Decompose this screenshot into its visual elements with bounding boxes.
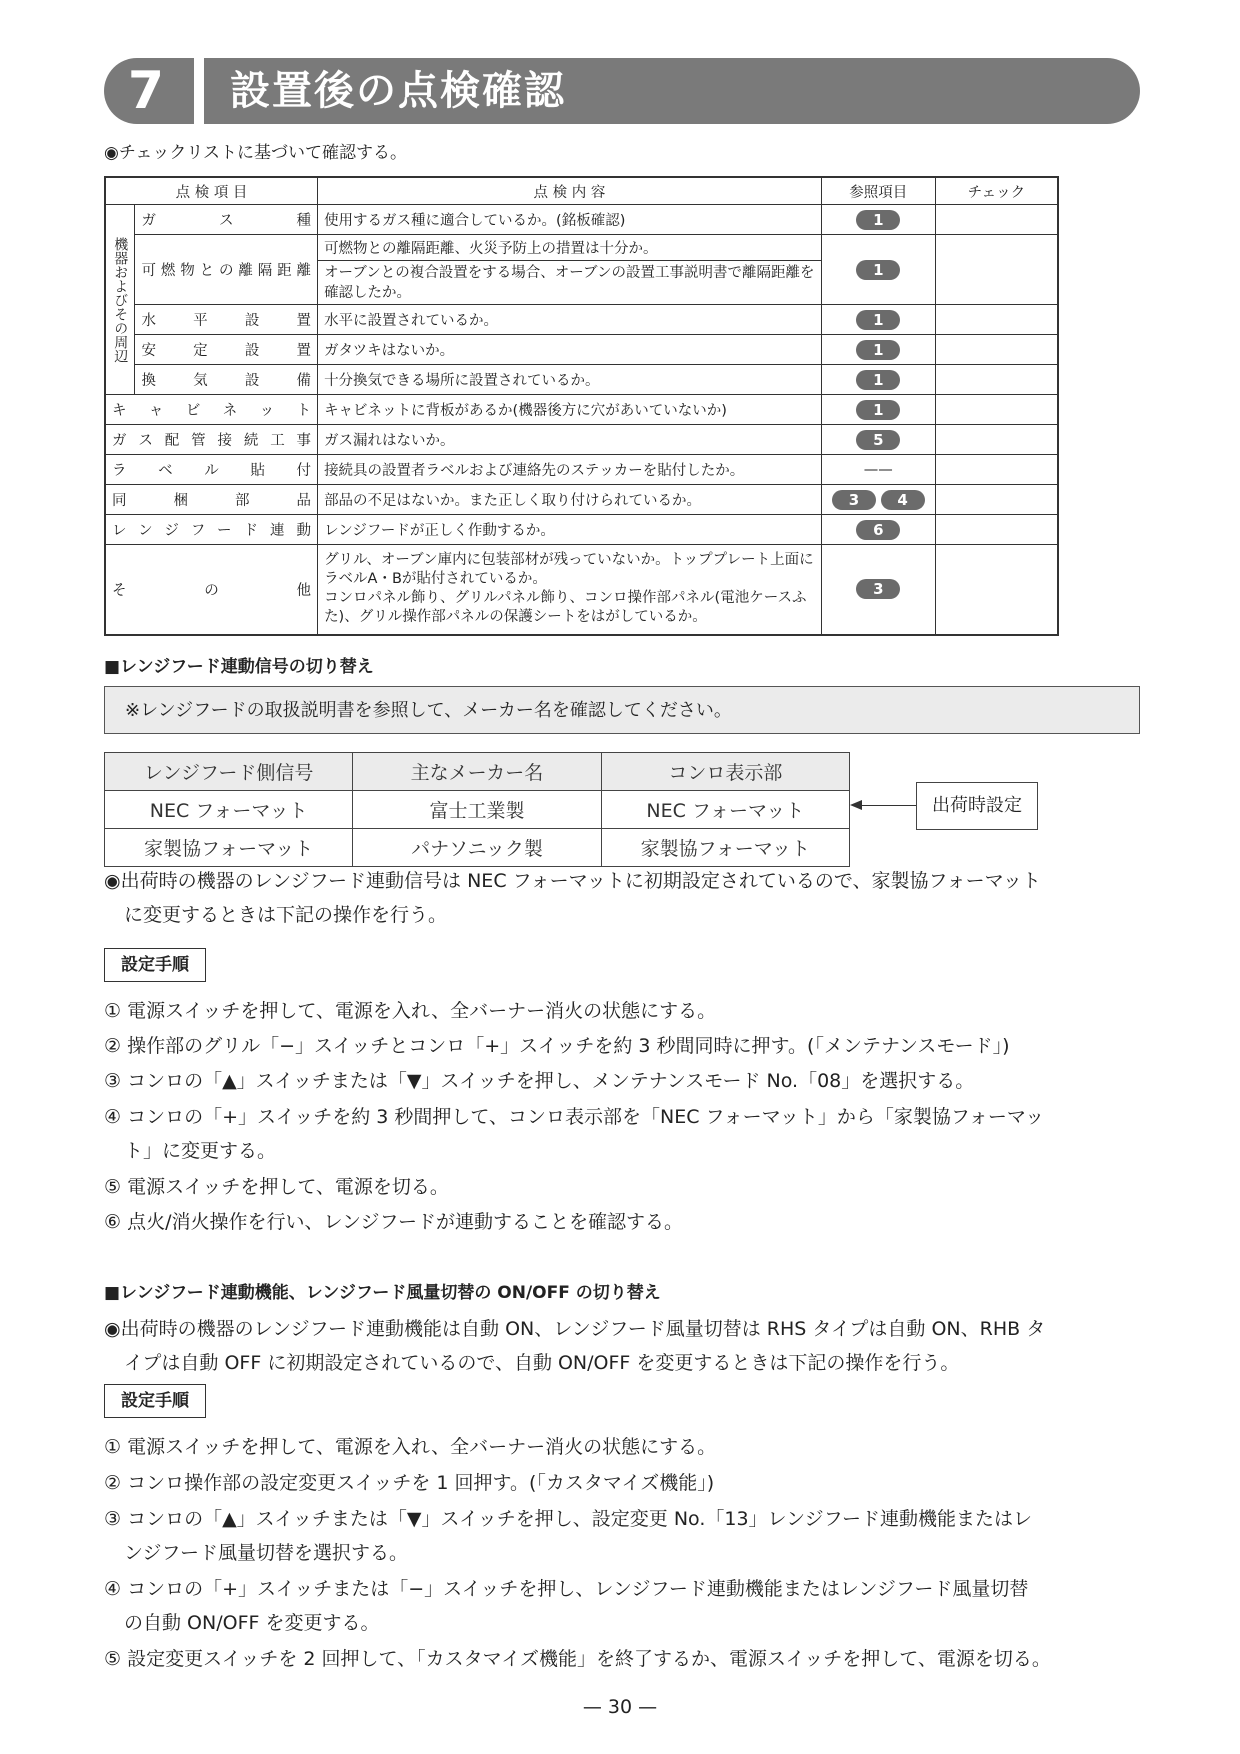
group-label: 機器およびその周辺 bbox=[105, 205, 135, 395]
item-content-2: オーブンとの複合設置をする場合、オーブンの設置工事説明書で離隔距離を確認したか。 bbox=[318, 261, 822, 305]
ref-badge: 5 bbox=[856, 430, 900, 450]
table-row bbox=[105, 365, 1058, 395]
item-label: ガス配管接続工事 bbox=[105, 425, 318, 455]
step-item: ④ コンロの「+」スイッチまたは「−」スイッチを押し、レンジフード連動機能またはレンジフード風量切替 bbox=[104, 1578, 1029, 1600]
table-row bbox=[105, 485, 1058, 515]
item-content: ガス漏れはないか。 bbox=[318, 425, 822, 455]
item-content: 可燃物との離隔距離、火災予防上の措置は十分か。 bbox=[318, 235, 822, 261]
signal-description bbox=[104, 864, 1144, 932]
step-item-cont: ンジフード風量切替を選択する。 bbox=[124, 1542, 408, 1564]
arrow-line bbox=[862, 805, 916, 806]
table-cell: NEC フォーマット bbox=[105, 791, 353, 829]
section-number: 7 bbox=[127, 61, 165, 121]
header-check: チェック bbox=[935, 177, 1058, 205]
item-label: ガス種 bbox=[135, 205, 318, 235]
ref-badge: 1 bbox=[856, 210, 900, 230]
section-header-divider bbox=[194, 58, 204, 124]
signal-note: ※レンジフードの取扱説明書を参照して、メーカー名を確認してください。 bbox=[104, 686, 1140, 734]
onoff-heading: ■レンジフード連動機能、レンジフード風量切替の ON/OFF の切り替え bbox=[104, 1283, 661, 1303]
item-label: レンジフード連動 bbox=[105, 515, 318, 545]
step-item: ① 電源スイッチを押して、電源を入れ、全バーナー消火の状態にする。 bbox=[104, 1436, 717, 1458]
table-row bbox=[105, 545, 1058, 635]
intro-text: ◉チェックリストに基づいて確認する。 bbox=[104, 143, 407, 163]
table-row bbox=[105, 305, 1058, 335]
item-content bbox=[318, 545, 822, 635]
item-content: 接続具の設置者ラベルおよび連絡先のステッカーを貼付したか。 bbox=[318, 455, 822, 485]
step-item: ⑥ 点火/消火操作を行い、レンジフードが連動することを確認する。 bbox=[104, 1211, 683, 1233]
ref-badge: 1 bbox=[856, 400, 900, 420]
ref-badge: 1 bbox=[856, 260, 900, 280]
item-label: キャビネット bbox=[105, 395, 318, 425]
item-label: 水平設置 bbox=[135, 305, 318, 335]
check-cell[interactable] bbox=[935, 545, 1058, 635]
check-cell[interactable] bbox=[935, 395, 1058, 425]
check-cell[interactable] bbox=[935, 335, 1058, 365]
item-content-line: グリル、オーブン庫内に包装部材が残っていないか。トッププレート上面にラベルA・Bが貼付されているか。 bbox=[324, 552, 814, 588]
ref-badge: 1 bbox=[856, 370, 900, 390]
item-label: 安定設置 bbox=[135, 335, 318, 365]
table-row bbox=[105, 829, 850, 867]
item-content: 部品の不足はないか。また正しく取り付けられているか。 bbox=[318, 485, 822, 515]
table-row bbox=[105, 455, 1058, 485]
table-cell: 富士工業製 bbox=[353, 791, 601, 829]
check-cell[interactable] bbox=[935, 305, 1058, 335]
table-row bbox=[105, 335, 1058, 365]
header-content: 点 検 内 容 bbox=[318, 177, 822, 205]
page-number: — 30 — bbox=[582, 1696, 658, 1718]
checklist-table bbox=[104, 176, 1059, 636]
ref-badge: 4 bbox=[881, 490, 925, 510]
header-ref: 参照項目 bbox=[821, 177, 935, 205]
desc-line: ◉出荷時の機器のレンジフード連動機能は自動 ON、レンジフード風量切替は RHS タイプは自動 ON、RHB タ bbox=[104, 1318, 1046, 1340]
step-item: ② コンロ操作部の設定変更スイッチを 1 回押す。(「カスタマイズ機能」) bbox=[104, 1472, 715, 1494]
section-title: 設置後の点検確認 bbox=[230, 68, 566, 114]
desc-line: イプは自動 OFF に初期設定されているので、自動 ON/OFF を変更するときは下記の操作を行う。 bbox=[124, 1352, 960, 1374]
table-row bbox=[105, 791, 850, 829]
header-cell: コンロ表示部 bbox=[601, 753, 849, 791]
ref-badge: 3 bbox=[832, 490, 876, 510]
step-item: ④ コンロの「+」スイッチを約 3 秒間押して、コンロ表示部を「NEC フォーマット」から「家製協フォーマッ bbox=[104, 1106, 1045, 1128]
header-cell: レンジフード側信号 bbox=[105, 753, 353, 791]
item-content: 十分換気できる場所に設置されているか。 bbox=[318, 365, 822, 395]
desc-line: ◉出荷時の機器のレンジフード連動信号は NEC フォーマットに初期設定されているので、家製協フォーマット bbox=[104, 870, 1041, 892]
check-cell[interactable] bbox=[935, 425, 1058, 455]
item-content: 使用するガス種に適合しているか。(銘板確認) bbox=[318, 205, 822, 235]
step-item: ⑤ 設定変更スイッチを 2 回押して、「カスタマイズ機能」を終了するか、電源スイッチを押して、電源を切る。 bbox=[104, 1648, 1051, 1670]
header-cell: 主なメーカー名 bbox=[353, 753, 601, 791]
item-label: 可燃物との離隔距離 bbox=[135, 235, 318, 305]
check-cell[interactable] bbox=[935, 485, 1058, 515]
step-item-cont: の自動 ON/OFF を変更する。 bbox=[124, 1612, 380, 1634]
item-label: 同梱部品 bbox=[105, 485, 318, 515]
header-item: 点 検 項 目 bbox=[105, 177, 318, 205]
desc-line: に変更するときは下記の操作を行う。 bbox=[124, 904, 448, 926]
step-item: ③ コンロの「▲」スイッチまたは「▼」スイッチを押し、メンテナンスモード No.「08」を選択する。 bbox=[104, 1070, 975, 1092]
item-label: その他 bbox=[105, 545, 318, 635]
item-content: キャビネットに背板があるか(機器後方に穴があいていないか) bbox=[318, 395, 822, 425]
table-row bbox=[105, 425, 1058, 455]
table-row bbox=[105, 395, 1058, 425]
steps-label: 設定手順 bbox=[104, 1384, 206, 1418]
table-cell: 家製協フォーマット bbox=[105, 829, 353, 867]
arrow-left-icon bbox=[850, 800, 862, 810]
ref-badge: 1 bbox=[856, 340, 900, 360]
item-label: 換気設備 bbox=[135, 365, 318, 395]
steps-label: 設定手順 bbox=[104, 948, 206, 982]
table-cell: パナソニック製 bbox=[353, 829, 601, 867]
table-row bbox=[105, 235, 1058, 261]
table-header-row bbox=[105, 177, 1058, 205]
table-row bbox=[105, 205, 1058, 235]
check-cell[interactable] bbox=[935, 365, 1058, 395]
check-cell[interactable] bbox=[935, 205, 1058, 235]
step-item: ① 電源スイッチを押して、電源を入れ、全バーナー消火の状態にする。 bbox=[104, 1000, 717, 1022]
step-item: ③ コンロの「▲」スイッチまたは「▼」スイッチを押し、設定変更 No.「13」レンジフード連動機能またはレ bbox=[104, 1508, 1033, 1530]
step-item: ② 操作部のグリル「−」スイッチとコンロ「+」スイッチを約 3 秒間同時に押す。(「メンテナンスモード」) bbox=[104, 1035, 1010, 1057]
ref-badge: 3 bbox=[856, 579, 900, 599]
item-content-line: コンロパネル飾り、グリルパネル飾り、コンロ操作部パネル(電池ケースふた)、グリル操作部パネルの保護シートをはがしているか。 bbox=[324, 590, 807, 626]
check-cell[interactable] bbox=[935, 455, 1058, 485]
item-label: ラベル貼付 bbox=[105, 455, 318, 485]
signal-heading: ■レンジフード連動信号の切り替え bbox=[104, 657, 374, 677]
ref-badge: 1 bbox=[856, 310, 900, 330]
onoff-description bbox=[104, 1312, 1144, 1380]
table-row bbox=[105, 515, 1058, 545]
ref-badge: 6 bbox=[856, 520, 900, 540]
table-cell: NEC フォーマット bbox=[601, 791, 849, 829]
item-content: レンジフードが正しく作動するか。 bbox=[318, 515, 822, 545]
item-content: 水平に設置されているか。 bbox=[318, 305, 822, 335]
item-content: ガタツキはないか。 bbox=[318, 335, 822, 365]
check-cell[interactable] bbox=[935, 515, 1058, 545]
signal-table bbox=[104, 752, 850, 867]
ref-none: —— bbox=[821, 455, 935, 485]
step-item-cont: ト」に変更する。 bbox=[124, 1140, 277, 1162]
ship-default-label: 出荷時設定 bbox=[916, 782, 1038, 830]
table-cell: 家製協フォーマット bbox=[601, 829, 849, 867]
step-item: ⑤ 電源スイッチを押して、電源を切る。 bbox=[104, 1176, 449, 1198]
table-header-row bbox=[105, 753, 850, 791]
check-cell[interactable] bbox=[935, 235, 1058, 305]
